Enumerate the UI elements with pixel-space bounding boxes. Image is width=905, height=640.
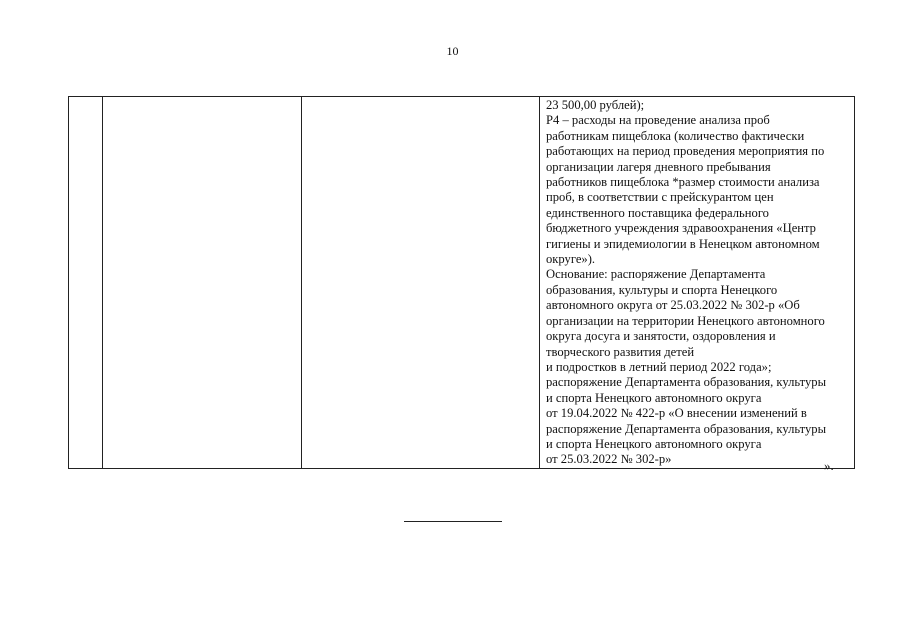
table-cell-2 xyxy=(103,97,302,469)
text-line: бюджетного учреждения здравоохранения «Центр xyxy=(546,221,816,236)
text-line: Основание: распоряжение Департамента xyxy=(546,267,766,282)
table-cell-1 xyxy=(69,97,103,469)
text-line: работающих на период проведения мероприятия по xyxy=(546,144,825,159)
text-line: единственного поставщика федерального xyxy=(546,205,769,220)
text-line: и спорта Ненецкого автономного округа xyxy=(546,436,762,451)
text-line: образования, культуры и спорта Ненецкого xyxy=(546,282,778,297)
text-line: 23 500,00 рублей); xyxy=(546,98,645,112)
text-line: проб, в соответствии с прейскурантом цен xyxy=(546,190,774,205)
page-number: 10 xyxy=(446,44,459,58)
text-line: гигиены и эпидемиологии в Ненецком автономном xyxy=(546,236,820,251)
closing-quote-mark: ». xyxy=(824,458,834,473)
text-line: организации лагеря дневного пребывания xyxy=(546,159,771,174)
document-table xyxy=(68,96,855,469)
footer-divider xyxy=(404,521,502,522)
text-line: округа досуга и занятости, оздоровления и xyxy=(546,329,776,344)
text-line: от 19.04.2022 № 422-р «О внесении изменений в xyxy=(546,406,807,421)
table-cell-4 xyxy=(540,97,855,469)
table-row xyxy=(69,97,855,469)
text-line: творческого развития детей xyxy=(546,344,695,359)
text-line: и подростков в летний период 2022 года»; xyxy=(546,359,772,374)
text-line: Р4 – расходы на проведение анализа проб xyxy=(546,113,770,128)
text-line: распоряжение Департамента образования, культуры xyxy=(546,421,827,436)
table-cell-3 xyxy=(302,97,540,469)
cell-text-block xyxy=(540,97,854,468)
text-line: округе»). xyxy=(546,252,596,267)
text-line: распоряжение Департамента образования, культуры xyxy=(546,375,827,390)
text-line: и спорта Ненецкого автономного округа xyxy=(546,390,762,405)
text-line: организации на территории Ненецкого автономного xyxy=(546,313,825,328)
text-line: от 25.03.2022 № 302-р» xyxy=(546,452,672,467)
text-line: работников пищеблока *размер стоимости анализа xyxy=(546,175,820,190)
text-line: автономного округа от 25.03.2022 № 302-р «Об xyxy=(546,298,800,313)
text-line: работникам пищеблока (количество фактически xyxy=(546,128,805,143)
